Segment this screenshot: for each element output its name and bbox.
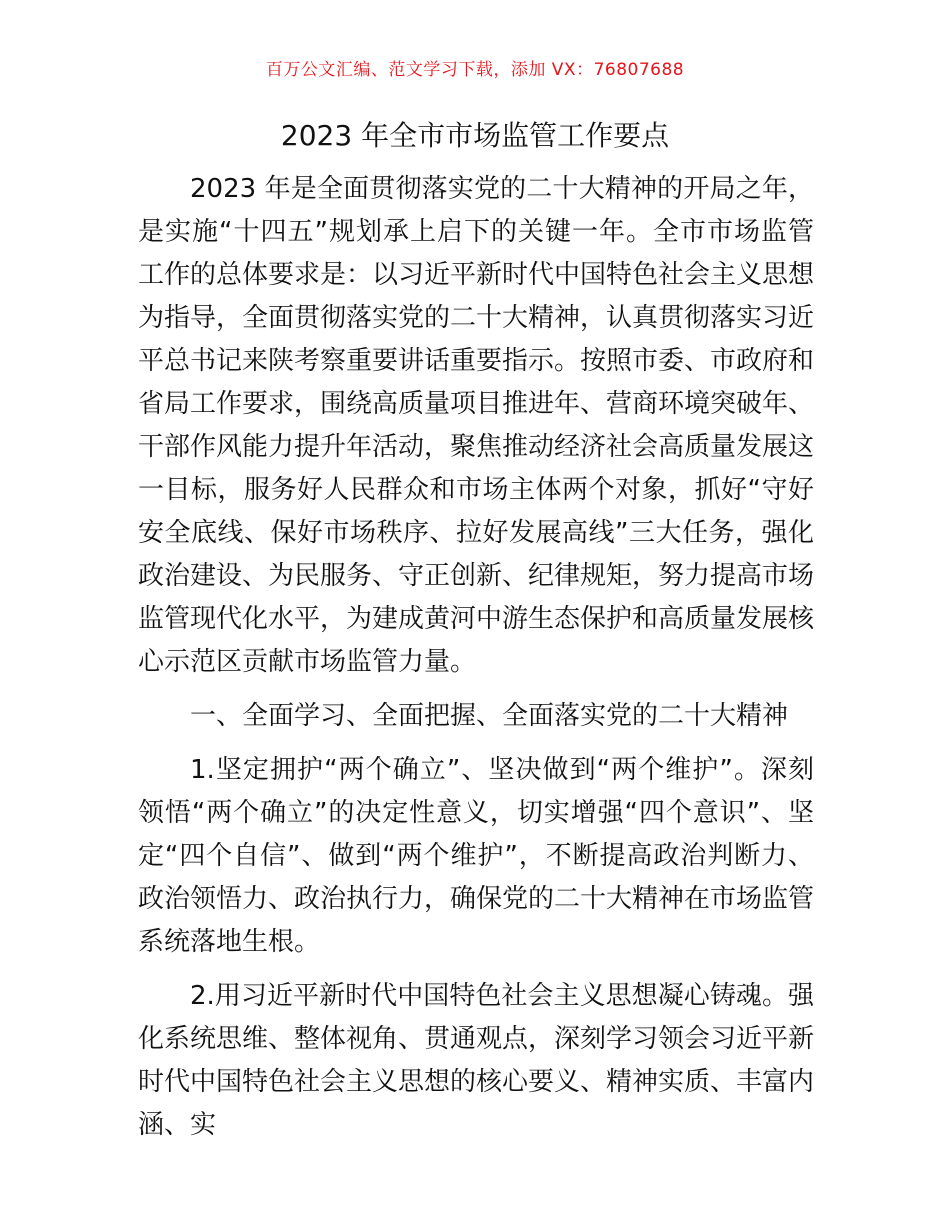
paragraph-item-2: 2.用习近平新时代中国特色社会主义思想凝心铸魂。强化系统思维、整体视角、贯通观点，深刻学习领会习近平新时代中国特色社会主义思想的核心要义、精神实质、丰富内涵、实 [138, 981, 815, 1140]
document-body [138, 168, 814, 1147]
paragraph-intro: 2023 年是全面贯彻落实党的二十大精神的开局之年，是实施“十四五”规划承上启下的关键一年。全市市场监管工作的总体要求是：以习近平新时代中国特色社会主义思想为指导，全面贯彻落实党的二十大精神，认真贯彻落实习近平总书记来陕考察重要讲话重要指示。按照市委、市政府和省局工作要求，围绕高质量项目推进年、营商环境突破年、干部作风能力提升年活动，聚焦推动经济社会高质量发展这一目标，服务好人民群众和市场主体两个对象，抓好“守好安全底线、保好市场秩序、拉好发展高线”三大任务，强化政治建设、为民服务、守正创新、纪律规矩，努力提高市场监管现代化水平，为建成黄河中游生态保护和高质量发展核心示范区贡献市场监管力量。 [138, 174, 815, 677]
watermark-header: 百万公文汇编、范文学习下载，添加 VX：76807688 [265, 60, 685, 80]
paragraph-item-1: 1.坚定拥护“两个确立”、坚决做到“两个维护”。深刻领悟“两个确立”的决定性意义，切实增强“四个意识”、坚定“四个自信”、做到“两个维护”，不断提高政治判断力、政治领悟力、政治执行力，确保党的二十大精神在市场监管系统落地生根。 [138, 755, 815, 957]
document-title: 2023 年全市市场监管工作要点 [280, 119, 670, 152]
section-heading-1: 一、全面学习、全面把握、全面落实党的二十大精神 [190, 701, 789, 731]
